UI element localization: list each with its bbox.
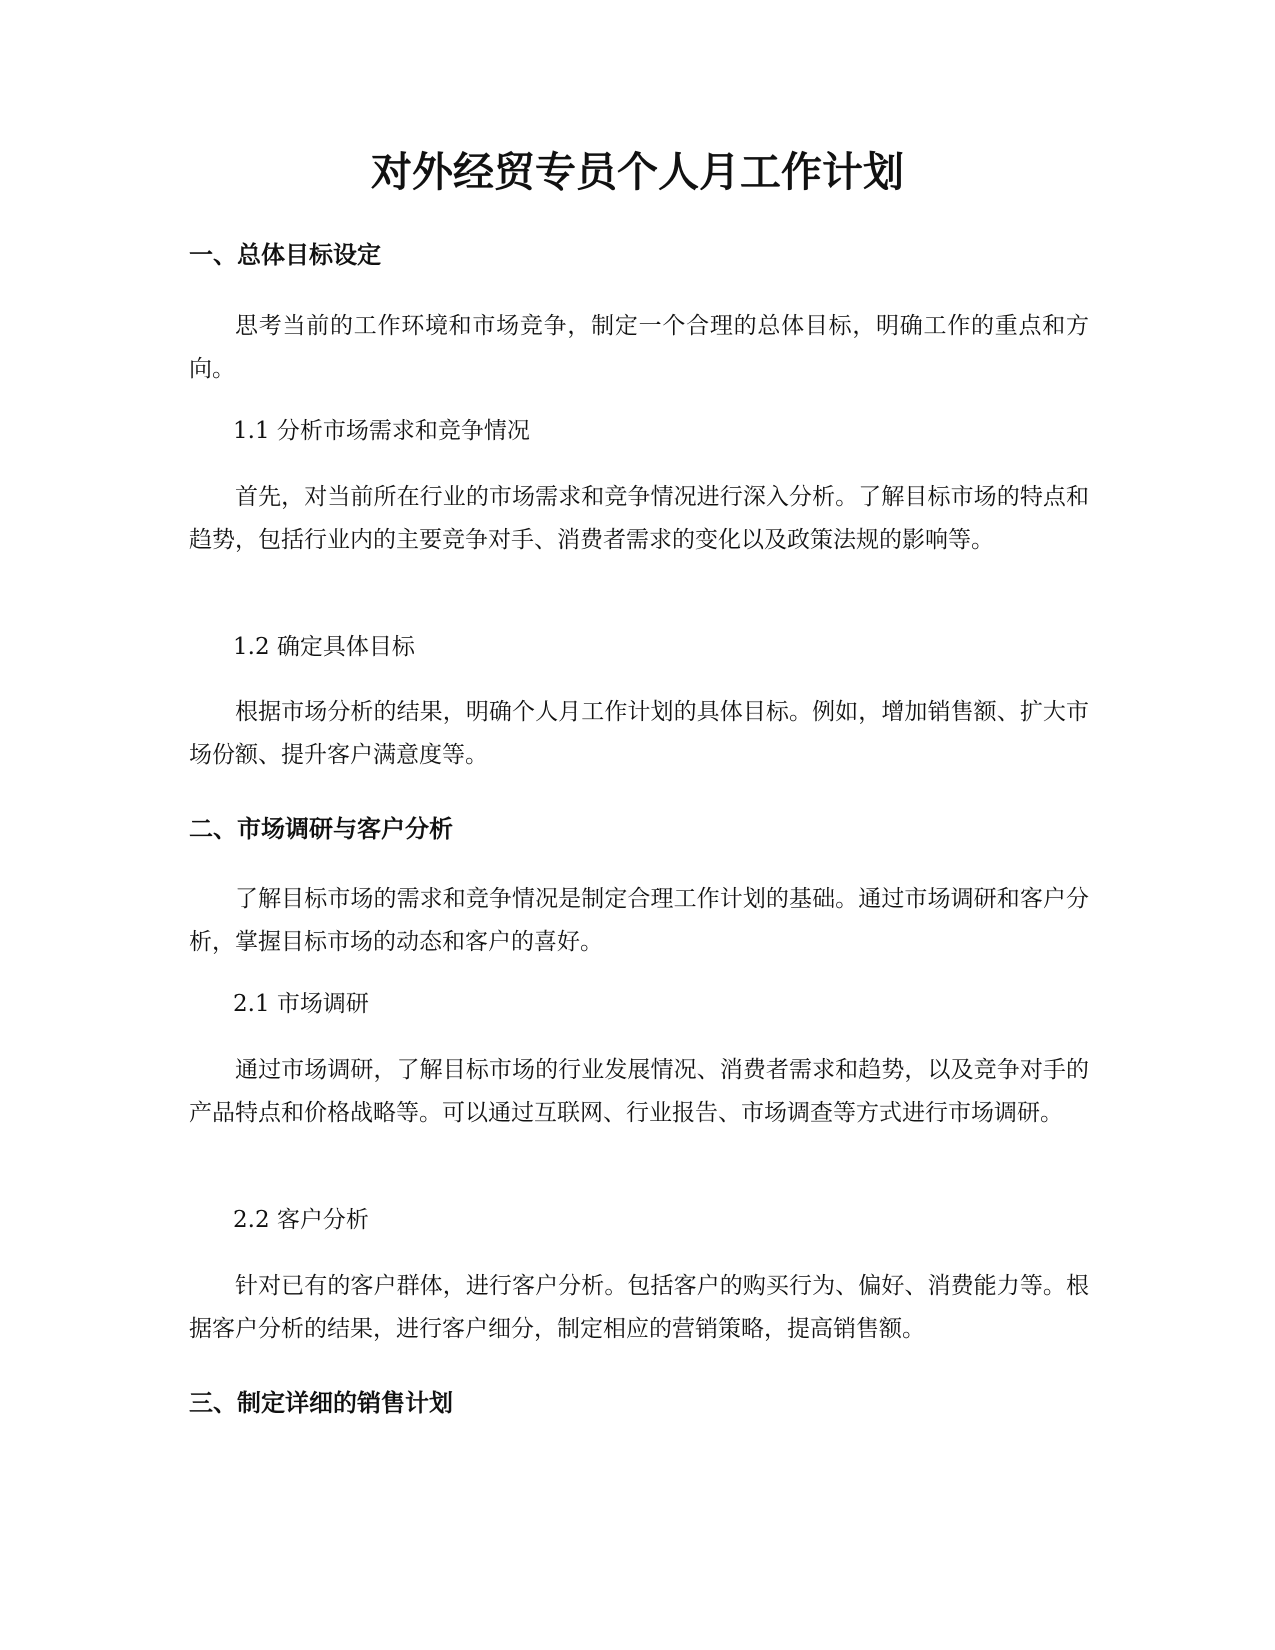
page-title: 对外经贸专员个人月工作计划	[371, 148, 904, 196]
subsection-heading-1-1: 1.1 分析市场需求和竞争情况	[233, 418, 530, 444]
subsection-2-2-body: 针对已有的客户群体，进行客户分析。包括客户的购买行为、偏好、消费能力等。根据客户分析的结果，进行客户细分，制定相应的营销策略，提高销售额。	[189, 1273, 1089, 1342]
subsection-2-1-body: 通过市场调研，了解目标市场的行业发展情况、消费者需求和趋势，以及竞争对手的产品特点和价格战略等。可以通过互联网、行业报告、市场调查等方式进行市场调研。	[189, 1057, 1089, 1126]
section-heading-3: 三、制定详细的销售计划	[189, 1389, 453, 1417]
section-heading-2: 二、市场调研与客户分析	[189, 815, 453, 843]
subsection-heading-2-2: 2.2 客户分析	[233, 1207, 369, 1233]
section-heading-1: 一、总体目标设定	[189, 241, 381, 269]
subsection-heading-2-1: 2.1 市场调研	[233, 991, 369, 1017]
section-1-intro: 思考当前的工作环境和市场竞争，制定一个合理的总体目标，明确工作的重点和方向。	[189, 313, 1089, 382]
section-2-intro: 了解目标市场的需求和竞争情况是制定合理工作计划的基础。通过市场调研和客户分析，掌握目标市场的动态和客户的喜好。	[189, 886, 1089, 955]
subsection-heading-1-2: 1.2 确定具体目标	[233, 634, 415, 660]
subsection-1-2-body: 根据市场分析的结果，明确个人月工作计划的具体目标。例如，增加销售额、扩大市场份额、提升客户满意度等。	[189, 699, 1089, 768]
subsection-1-1-body: 首先，对当前所在行业的市场需求和竞争情况进行深入分析。了解目标市场的特点和趋势，包括行业内的主要竞争对手、消费者需求的变化以及政策法规的影响等。	[189, 484, 1089, 553]
